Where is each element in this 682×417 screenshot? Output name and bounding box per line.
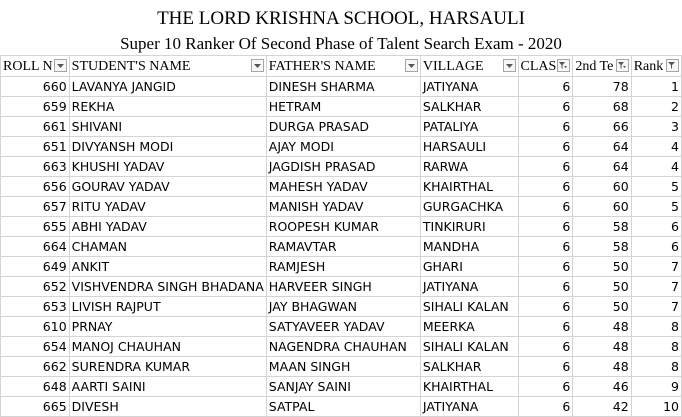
filter-active-icon[interactable] — [557, 59, 570, 72]
rank-cell[interactable]: 10 — [631, 397, 681, 417]
student-name-cell[interactable]: SHIVANI — [69, 117, 266, 137]
roll-cell[interactable]: 660 — [1, 77, 70, 97]
table-row — [1, 117, 682, 137]
village-cell[interactable]: SALKHAR — [420, 97, 518, 117]
father-name-cell[interactable]: SATYAVEER YADAV — [266, 317, 420, 337]
roll-cell[interactable]: 653 — [1, 297, 70, 317]
village-cell[interactable]: MANDHA — [420, 237, 518, 257]
table-row — [1, 317, 682, 337]
village-cell[interactable]: RARWA — [420, 157, 518, 177]
village-cell[interactable]: KHAIRTHAL — [420, 177, 518, 197]
village-cell[interactable]: GURGACHKA — [420, 197, 518, 217]
class-cell[interactable]: 6 — [518, 377, 573, 397]
village-cell[interactable]: MEERKA — [420, 317, 518, 337]
table-row — [1, 177, 682, 197]
score-cell[interactable]: 60 — [573, 197, 631, 217]
table-row — [1, 337, 682, 357]
student-name-cell[interactable]: CHAMAN — [69, 237, 266, 257]
father-name-cell[interactable]: RAMAVTAR — [266, 237, 420, 257]
class-cell[interactable]: 6 — [518, 317, 573, 337]
filter-dropdown-icon[interactable] — [503, 59, 516, 72]
class-cell[interactable]: 6 — [518, 137, 573, 157]
filter-dropdown-icon[interactable] — [251, 59, 264, 72]
class-cell[interactable]: 6 — [518, 397, 573, 417]
father-name-cell[interactable]: MAAN SINGH — [266, 357, 420, 377]
sheet-title: THE LORD KRISHNA SCHOOL, HARSAULI — [157, 8, 525, 29]
village-cell[interactable]: JATIYANA — [420, 277, 518, 297]
filter-dropdown-icon[interactable] — [405, 59, 418, 72]
rank-cell[interactable]: 8 — [631, 357, 681, 377]
student-name-cell[interactable]: PRNAY — [69, 317, 266, 337]
roll-cell[interactable]: 659 — [1, 97, 70, 117]
score-cell[interactable]: 66 — [573, 117, 631, 137]
roll-cell[interactable]: 654 — [1, 337, 70, 357]
rank-cell[interactable]: 9 — [631, 377, 681, 397]
roll-cell[interactable]: 610 — [1, 317, 70, 337]
table-row — [1, 237, 682, 257]
rank-cell[interactable]: 4 — [631, 137, 681, 157]
score-cell[interactable]: 42 — [573, 397, 631, 417]
village-cell[interactable]: GHARI — [420, 257, 518, 277]
header-rank[interactable]: Rank — [631, 56, 681, 77]
roll-cell[interactable]: 648 — [1, 377, 70, 397]
class-cell[interactable]: 6 — [518, 197, 573, 217]
roll-cell[interactable]: 657 — [1, 197, 70, 217]
rank-cell[interactable]: 8 — [631, 317, 681, 337]
table-row — [1, 397, 682, 417]
father-name-cell[interactable]: SANJAY SAINI — [266, 377, 420, 397]
village-cell[interactable]: SIHALI KALAN — [420, 297, 518, 317]
student-name-cell[interactable]: ANKIT — [69, 257, 266, 277]
rank-cell[interactable]: 3 — [631, 117, 681, 137]
student-name-cell[interactable]: SURENDRA KUMAR — [69, 357, 266, 377]
roll-cell[interactable]: 655 — [1, 217, 70, 237]
father-name-cell[interactable]: HETRAM — [266, 97, 420, 117]
village-cell[interactable]: SIHALI KALAN — [420, 337, 518, 357]
score-cell[interactable]: 50 — [573, 257, 631, 277]
father-name-cell[interactable]: AJAY MODI — [266, 137, 420, 157]
rank-cell[interactable]: 4 — [631, 157, 681, 177]
class-cell[interactable]: 6 — [518, 337, 573, 357]
score-cell[interactable]: 46 — [573, 377, 631, 397]
header-student-name[interactable]: STUDENT'S NAME — [69, 56, 266, 77]
table-row — [1, 357, 682, 377]
student-name-cell[interactable]: LAVANYA JANGID — [69, 77, 266, 97]
table-row — [1, 157, 682, 177]
rank-cell[interactable]: 6 — [631, 237, 681, 257]
class-cell[interactable]: 6 — [518, 77, 573, 97]
roll-cell[interactable]: 652 — [1, 277, 70, 297]
filter-active-icon[interactable] — [616, 59, 629, 72]
table-row — [1, 77, 682, 97]
father-name-cell[interactable]: NAGENDRA CHAUHAN — [266, 337, 420, 357]
header-roll[interactable]: ROLL N — [1, 56, 70, 77]
student-name-cell[interactable]: REKHA — [69, 97, 266, 117]
roll-cell[interactable]: 651 — [1, 137, 70, 157]
score-cell[interactable]: 48 — [573, 357, 631, 377]
score-cell[interactable]: 48 — [573, 317, 631, 337]
rank-cell[interactable]: 5 — [631, 197, 681, 217]
student-name-cell[interactable]: MANOJ CHAUHAN — [69, 337, 266, 357]
table-row — [1, 257, 682, 277]
class-cell[interactable]: 6 — [518, 117, 573, 137]
class-cell[interactable]: 6 — [518, 177, 573, 197]
roll-cell[interactable]: 662 — [1, 357, 70, 377]
header-father-name[interactable]: FATHER'S NAME — [266, 56, 420, 77]
rank-cell[interactable]: 7 — [631, 257, 681, 277]
table-row — [1, 197, 682, 217]
header-2nd-test[interactable]: 2nd Te — [573, 56, 631, 77]
score-cell[interactable]: 60 — [573, 177, 631, 197]
roll-cell[interactable]: 661 — [1, 117, 70, 137]
score-cell[interactable]: 64 — [573, 157, 631, 177]
student-name-cell[interactable]: GOURAV YADAV — [69, 177, 266, 197]
roll-cell[interactable]: 664 — [1, 237, 70, 257]
rank-cell[interactable]: 1 — [631, 77, 681, 97]
father-name-cell[interactable]: RAMJESH — [266, 257, 420, 277]
filter-sort-icon[interactable] — [666, 59, 679, 72]
header-village[interactable]: VILLAGE — [420, 56, 518, 77]
header-class[interactable]: CLAS — [518, 56, 573, 77]
class-cell[interactable]: 6 — [518, 297, 573, 317]
student-name-cell[interactable]: DIVYANSH MODI — [69, 137, 266, 157]
father-name-cell[interactable]: ROOPESH KUMAR — [266, 217, 420, 237]
roll-cell[interactable]: 656 — [1, 177, 70, 197]
score-cell[interactable]: 48 — [573, 337, 631, 357]
father-name-cell[interactable]: JAY BHAGWAN — [266, 297, 420, 317]
score-cell[interactable]: 68 — [573, 97, 631, 117]
father-name-cell[interactable]: SATPAL — [266, 397, 420, 417]
score-cell[interactable]: 50 — [573, 277, 631, 297]
header-row — [1, 56, 682, 77]
student-name-cell[interactable]: RITU YADAV — [69, 197, 266, 217]
student-name-cell[interactable]: AARTI SAINI — [69, 377, 266, 397]
sheet-subtitle: Super 10 Ranker Of Second Phase of Talent Search Exam - 2020 — [120, 34, 562, 53]
table-row — [1, 137, 682, 157]
roll-cell[interactable]: 649 — [1, 257, 70, 277]
table-row — [1, 377, 682, 397]
village-cell[interactable]: JATIYANA — [420, 397, 518, 417]
class-cell[interactable]: 6 — [518, 237, 573, 257]
table-row — [1, 97, 682, 117]
roll-cell[interactable]: 665 — [1, 397, 70, 417]
rank-cell[interactable]: 5 — [631, 177, 681, 197]
table-row — [1, 277, 682, 297]
filter-dropdown-icon[interactable] — [54, 59, 67, 72]
score-cell[interactable]: 50 — [573, 297, 631, 317]
father-name-cell[interactable]: JAGDISH PRASAD — [266, 157, 420, 177]
roll-cell[interactable]: 663 — [1, 157, 70, 177]
score-cell[interactable]: 78 — [573, 77, 631, 97]
father-name-cell[interactable]: MAHESH YADAV — [266, 177, 420, 197]
student-name-cell[interactable]: ABHI YADAV — [69, 217, 266, 237]
score-cell[interactable]: 64 — [573, 137, 631, 157]
class-cell[interactable]: 6 — [518, 217, 573, 237]
village-cell[interactable]: KHAIRTHAL — [420, 377, 518, 397]
class-cell[interactable]: 6 — [518, 357, 573, 377]
student-name-cell[interactable]: DIVESH — [69, 397, 266, 417]
score-cell[interactable]: 58 — [573, 217, 631, 237]
table-row — [1, 297, 682, 317]
class-cell[interactable]: 6 — [518, 277, 573, 297]
village-cell[interactable]: PATALIYA — [420, 117, 518, 137]
father-name-cell[interactable]: DINESH SHARMA — [266, 77, 420, 97]
village-cell[interactable]: HARSAULI — [420, 137, 518, 157]
student-name-cell[interactable]: VISHVENDRA SINGH BHADANA — [69, 277, 266, 297]
table-row — [1, 217, 682, 237]
class-cell[interactable]: 6 — [518, 157, 573, 177]
rank-cell[interactable]: 7 — [631, 297, 681, 317]
village-cell[interactable]: TINKIRURI — [420, 217, 518, 237]
results-table — [0, 55, 682, 417]
rank-cell[interactable]: 7 — [631, 277, 681, 297]
student-name-cell[interactable]: KHUSHI YADAV — [69, 157, 266, 177]
father-name-cell[interactable]: DURGA PRASAD — [266, 117, 420, 137]
father-name-cell[interactable]: HARVEER SINGH — [266, 277, 420, 297]
rank-cell[interactable]: 6 — [631, 217, 681, 237]
rank-cell[interactable]: 8 — [631, 337, 681, 357]
student-name-cell[interactable]: LIVISH RAJPUT — [69, 297, 266, 317]
village-cell[interactable]: SALKHAR — [420, 357, 518, 377]
score-cell[interactable]: 58 — [573, 237, 631, 257]
rank-cell[interactable]: 2 — [631, 97, 681, 117]
father-name-cell[interactable]: MANISH YADAV — [266, 197, 420, 217]
class-cell[interactable]: 6 — [518, 97, 573, 117]
village-cell[interactable]: JATIYANA — [420, 77, 518, 97]
class-cell[interactable]: 6 — [518, 257, 573, 277]
